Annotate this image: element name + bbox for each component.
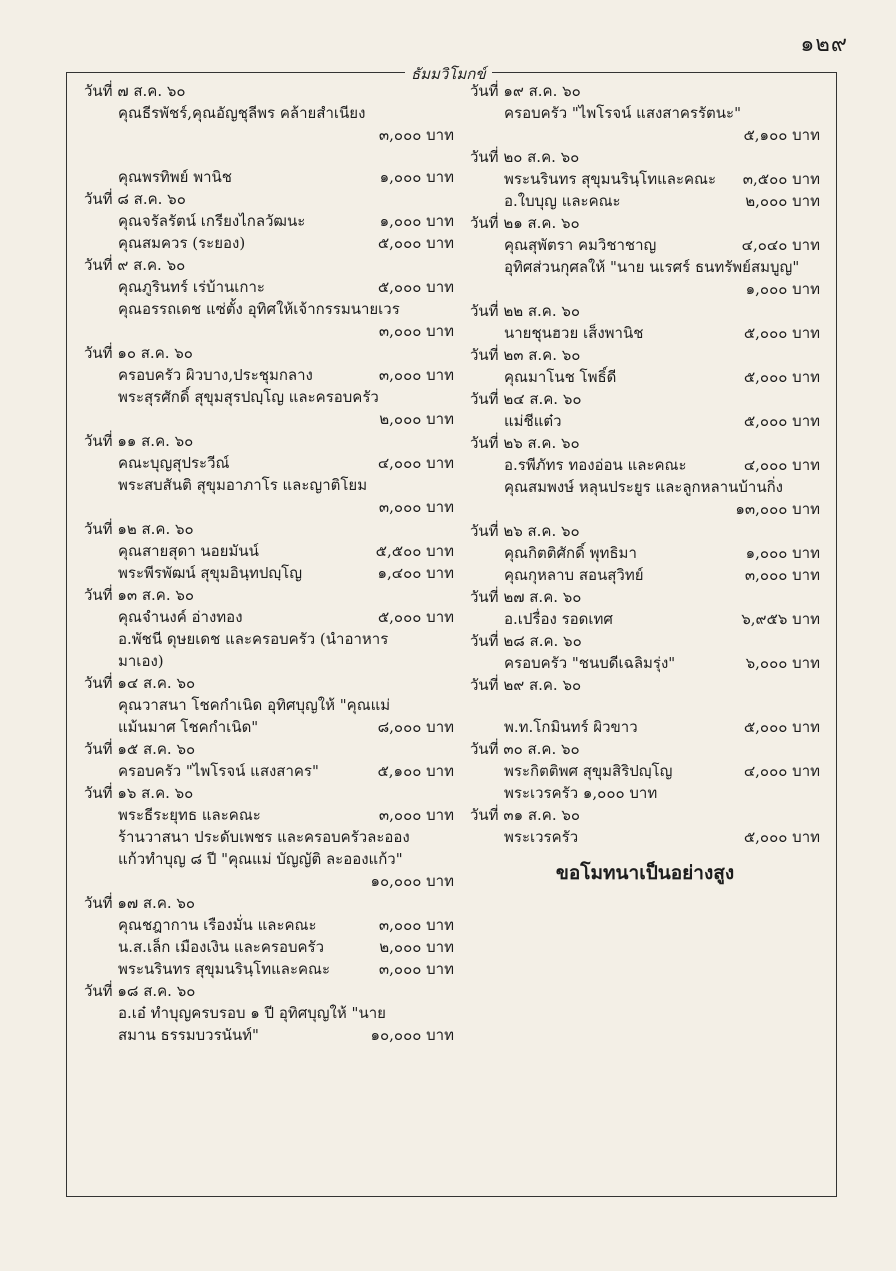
date-heading bbox=[470, 432, 820, 454]
donor-name: คุณสมพงษ์ หลุนประยูร และลูกหลานบ้านกิ่ง bbox=[504, 478, 783, 496]
donation-entry bbox=[470, 410, 820, 432]
date-heading bbox=[470, 738, 820, 760]
date-heading bbox=[84, 672, 454, 694]
donation-entry bbox=[84, 870, 454, 892]
donation-amount: ๓,๐๐๐ บาท bbox=[378, 126, 454, 144]
donor-name: พระสุรศักดิ์ สุขุมสุรปญฺโญ และครอบครัว bbox=[118, 388, 379, 406]
donation-amount: ๓,๐๐๐ บาท bbox=[744, 566, 820, 584]
date-text: วันที่ ๒๐ ส.ค. ๖๐ bbox=[470, 148, 580, 166]
donor-name: อ.เอ๋ ทำบุญครบรอบ ๑ ปี อุทิศบุญให้ "นาย bbox=[118, 1004, 386, 1022]
donor-name: พระกิตติพศ สุขุมสิริปญฺโญ bbox=[504, 762, 673, 780]
date-heading bbox=[470, 388, 820, 410]
donation-entry bbox=[84, 936, 454, 958]
date-heading bbox=[84, 738, 454, 760]
donor-name: นายชุนฮวย เส็งพานิช bbox=[504, 324, 644, 342]
donor-name: คุณอรรถเดช แซ่ตั้ง อุทิศให้เจ้ากรรมนายเวร bbox=[118, 300, 400, 318]
donation-amount: ๑๐,๐๐๐ บาท bbox=[370, 872, 454, 890]
donation-entry bbox=[84, 628, 454, 650]
donor-name: มาเอง) bbox=[118, 652, 164, 670]
donation-amount: ๕,๐๐๐ บาท bbox=[743, 828, 820, 846]
date-text: วันที่ ๓๑ ส.ค. ๖๐ bbox=[470, 806, 581, 824]
date-text: วันที่ ๒๒ ส.ค. ๖๐ bbox=[470, 302, 581, 320]
date-text: วันที่ ๑๐ ส.ค. ๖๐ bbox=[84, 344, 193, 362]
donation-entry bbox=[470, 256, 820, 278]
donation-amount: ๕,๕๐๐ บาท bbox=[375, 542, 454, 560]
donor-name: อ.เปรื่อง รอดเทศ bbox=[504, 610, 613, 628]
donation-entry bbox=[470, 542, 820, 564]
donation-entry bbox=[84, 760, 454, 782]
donation-amount: ๔,๐๔๐ บาท bbox=[741, 236, 820, 254]
donation-amount: ๓,๐๐๐ บาท bbox=[378, 322, 454, 340]
donor-name: คุณจำนงค์ อ่างทอง bbox=[118, 608, 243, 626]
date-text: วันที่ ๙ ส.ค. ๖๐ bbox=[84, 256, 186, 274]
date-text: วันที่ ๒๗ ส.ค. ๖๐ bbox=[470, 588, 582, 606]
donor-name: คุณภูรินทร์ เร่บ้านเกาะ bbox=[118, 278, 265, 296]
donation-amount: ๕,๐๐๐ บาท bbox=[743, 718, 820, 736]
donor-name: แก้วทำบุญ ๘ ปี "คุณแม่ บัญญัติ ละอองแก้ว" bbox=[118, 850, 403, 868]
donation-entry bbox=[84, 298, 454, 320]
date-heading bbox=[470, 630, 820, 652]
date-heading bbox=[470, 344, 820, 366]
donor-name: พระสบสันติ สุขุมอาภาโร และญาติโยม bbox=[118, 476, 368, 494]
donation-amount: ๑๓,๐๐๐ บาท bbox=[735, 500, 820, 518]
date-text: วันที่ ๑๙ ส.ค. ๖๐ bbox=[470, 82, 581, 100]
donation-entry bbox=[470, 190, 820, 212]
donor-name: พระเวรครัว ๑,๐๐๐ บาท bbox=[504, 784, 658, 802]
donation-entry bbox=[84, 650, 454, 672]
date-text: วันที่ ๒๓ ส.ค. ๖๐ bbox=[470, 346, 581, 364]
donation-entry bbox=[470, 124, 820, 146]
donation-amount: ๑,๔๐๐ บาท bbox=[377, 564, 454, 582]
closing-thanks: ขอโมทนาเป็นอย่างสูง bbox=[555, 862, 735, 884]
donation-amount: ๑,๐๐๐ บาท bbox=[379, 212, 454, 230]
donation-entry bbox=[470, 476, 820, 498]
donation-amount: ๔,๐๐๐ บาท bbox=[743, 456, 820, 474]
donation-amount: ๑,๐๐๐ บาท bbox=[379, 168, 454, 186]
date-text: วันที่ ๒๔ ส.ค. ๖๐ bbox=[470, 390, 582, 408]
donation-entry bbox=[470, 234, 820, 256]
donation-amount: ๔,๐๐๐ บาท bbox=[743, 762, 820, 780]
donation-amount: ๓,๐๐๐ บาท bbox=[378, 916, 454, 934]
date-heading bbox=[470, 300, 820, 322]
date-text: วันที่ ๒๖ ส.ค. ๖๐ bbox=[470, 522, 580, 540]
donation-entry bbox=[84, 826, 454, 848]
donation-entry bbox=[470, 454, 820, 476]
donor-name: อ.รพีภัทร ทองอ่อน และคณะ bbox=[504, 456, 687, 474]
date-text: วันที่ ๑๘ ส.ค. ๖๐ bbox=[84, 982, 196, 1000]
donation-amount: ๑,๐๐๐ บาท bbox=[745, 544, 820, 562]
date-text: วันที่ ๘ ส.ค. ๖๐ bbox=[84, 190, 186, 208]
date-text: วันที่ ๑๖ ส.ค. ๖๐ bbox=[84, 784, 194, 802]
donation-entry bbox=[470, 652, 820, 674]
date-text: วันที่ ๗ ส.ค. ๖๐ bbox=[84, 82, 186, 100]
donor-name: แม้นมาศ โชคกำเนิด" bbox=[118, 718, 259, 736]
donor-name: คุณสมควร (ระยอง) bbox=[118, 234, 246, 252]
date-text: วันที่ ๑๑ ส.ค. ๖๐ bbox=[84, 432, 194, 450]
date-text: วันที่ ๓๐ ส.ค. ๖๐ bbox=[470, 740, 580, 758]
journal-title: ธัมมวิโมกข์ bbox=[405, 62, 492, 86]
donation-entry bbox=[84, 606, 454, 628]
donation-entry bbox=[470, 760, 820, 782]
donor-name: คณะบุญสุประวีณ์ bbox=[118, 454, 230, 472]
donation-entry bbox=[84, 408, 454, 430]
donation-entry bbox=[84, 364, 454, 386]
donation-entry bbox=[470, 826, 820, 848]
donor-name: อ.พัชนี ดุษยเดช และครอบครัว (นำอาหาร bbox=[118, 630, 389, 648]
right-column-lines bbox=[470, 80, 820, 848]
date-heading bbox=[84, 584, 454, 606]
donation-amount: ๒,๐๐๐ บาท bbox=[745, 192, 820, 210]
date-text: วันที่ ๒๑ ส.ค. ๖๐ bbox=[470, 214, 580, 232]
donation-amount: ๕,๐๐๐ บาท bbox=[377, 608, 454, 626]
date-text: วันที่ ๑๒ ส.ค. ๖๐ bbox=[84, 520, 194, 538]
donation-entry bbox=[84, 474, 454, 496]
donor-name: น.ส.เล็ก เมืองเงิน และครอบครัว bbox=[118, 938, 324, 956]
date-heading bbox=[470, 212, 820, 234]
donation-amount: ๒,๐๐๐ บาท bbox=[379, 938, 454, 956]
donor-name: ครอบครัว "ชนบดีเฉลิมรุ่ง" bbox=[504, 654, 676, 672]
donor-name: คุณพรทิพย์ พานิช bbox=[118, 168, 232, 186]
date-heading bbox=[470, 146, 820, 168]
donation-entry bbox=[470, 716, 820, 738]
right-column bbox=[470, 80, 820, 890]
donor-name: ครอบครัว "ไพโรจน์ แสงสาครรัตนะ" bbox=[504, 104, 741, 122]
date-text: วันที่ ๒๘ ส.ค. ๖๐ bbox=[470, 632, 582, 650]
donation-entry bbox=[84, 562, 454, 584]
donation-amount: ๓,๐๐๐ บาท bbox=[378, 366, 454, 384]
donation-entry bbox=[84, 958, 454, 980]
date-text: วันที่ ๑๕ ส.ค. ๖๐ bbox=[84, 740, 196, 758]
donation-entry bbox=[470, 322, 820, 344]
donation-entry bbox=[84, 102, 454, 124]
donor-name: คุณสายสุดา นอยมันน์ bbox=[118, 542, 259, 560]
donor-name: แม่ชีแต๋ว bbox=[504, 412, 562, 430]
donation-entry bbox=[84, 694, 454, 716]
donation-entry bbox=[470, 278, 820, 300]
donation-amount: ๕,๐๐๐ บาท bbox=[377, 278, 454, 296]
date-heading bbox=[470, 804, 820, 826]
spacer bbox=[470, 696, 820, 716]
donation-entry bbox=[84, 166, 454, 188]
donation-amount: ๕,๑๐๐ บาท bbox=[743, 126, 820, 144]
donation-entry bbox=[470, 608, 820, 630]
donation-amount: ๓,๐๐๐ บาท bbox=[378, 806, 454, 824]
donation-entry bbox=[84, 1024, 454, 1046]
date-heading bbox=[470, 586, 820, 608]
date-heading bbox=[84, 892, 454, 914]
date-heading bbox=[470, 80, 820, 102]
donor-name: ครอบครัว ผิวบาง,ประชุมกลาง bbox=[118, 366, 313, 384]
date-heading bbox=[84, 80, 454, 102]
donor-name: อ.ใบบุญ และคณะ bbox=[504, 192, 621, 210]
donation-entry bbox=[84, 232, 454, 254]
donation-entry bbox=[84, 386, 454, 408]
date-heading bbox=[84, 342, 454, 364]
donation-entry bbox=[84, 914, 454, 936]
donation-entry bbox=[84, 210, 454, 232]
donation-entry bbox=[84, 716, 454, 738]
donation-entry bbox=[84, 452, 454, 474]
donation-amount: ๖,๐๐๐ บาท bbox=[745, 654, 820, 672]
donation-entry bbox=[84, 124, 454, 146]
donation-amount: ๔,๐๐๐ บาท bbox=[377, 454, 454, 472]
donation-entry bbox=[84, 496, 454, 518]
donation-amount: ๓,๐๐๐ บาท bbox=[378, 498, 454, 516]
donation-amount: ๕,๐๐๐ บาท bbox=[743, 324, 820, 342]
date-heading bbox=[84, 980, 454, 1002]
donation-entry bbox=[84, 540, 454, 562]
date-text: วันที่ ๒๖ ส.ค. ๖๐ bbox=[470, 434, 580, 452]
date-heading bbox=[84, 254, 454, 276]
donor-name: พระนรินทร สุขุมนรินฺโทและคณะ bbox=[118, 960, 331, 978]
donor-name: คุณจรัลรัตน์ เกรียงไกลวัฒนะ bbox=[118, 212, 306, 230]
donation-entry bbox=[470, 366, 820, 388]
donor-name: พ.ท.โกมินทร์ ผิวขาว bbox=[504, 718, 638, 736]
donor-name: พระนรินทร สุขุมนรินฺโทและคณะ bbox=[504, 170, 717, 188]
date-text: วันที่ ๑๓ ส.ค. ๖๐ bbox=[84, 586, 195, 604]
date-heading bbox=[84, 782, 454, 804]
donation-amount: ๓,๕๐๐ บาท bbox=[742, 170, 820, 188]
donor-name: คุณชฎากาน เรืองมั่น และคณะ bbox=[118, 916, 317, 934]
donor-name: พระพีรพัฒน์ สุขุมอินฺทปญฺโญ bbox=[118, 564, 302, 582]
donor-name: สมาน ธรรมบวรนันท์" bbox=[118, 1026, 259, 1044]
donation-entry bbox=[84, 804, 454, 826]
donation-entry bbox=[470, 168, 820, 190]
left-column bbox=[84, 80, 454, 1046]
donation-amount: ๖,๙๕๖ บาท bbox=[741, 610, 820, 628]
donor-name: คุณกุหลาบ สอนสุวิทย์ bbox=[504, 566, 644, 584]
date-text: วันที่ ๑๗ ส.ค. ๖๐ bbox=[84, 894, 196, 912]
spacer bbox=[84, 146, 454, 166]
donation-amount: ๓,๐๐๐ บาท bbox=[378, 960, 454, 978]
date-heading bbox=[84, 188, 454, 210]
donation-amount: ๕,๐๐๐ บาท bbox=[743, 368, 820, 386]
donation-amount: ๒,๐๐๐ บาท bbox=[379, 410, 454, 428]
date-heading bbox=[84, 518, 454, 540]
donation-entry bbox=[470, 102, 820, 124]
date-heading bbox=[470, 520, 820, 542]
donor-name: ร้านวาสนา ประดับเพชร และครอบครัวละออง bbox=[118, 828, 410, 846]
donation-amount: ๕,๐๐๐ บาท bbox=[743, 412, 820, 430]
date-heading bbox=[470, 674, 820, 696]
donor-name: คุณสุพัตรา คมวิชาชาญ bbox=[504, 236, 657, 254]
donation-entry bbox=[84, 320, 454, 342]
donation-amount: ๕,๐๐๐ บาท bbox=[377, 234, 454, 252]
donation-amount: ๘,๐๐๐ บาท bbox=[377, 718, 454, 736]
donation-amount: ๑,๐๐๐ บาท bbox=[745, 280, 820, 298]
date-heading bbox=[84, 430, 454, 452]
donation-entry bbox=[84, 1002, 454, 1024]
donor-name: คุณวาสนา โชคกำเนิด อุทิศบุญให้ "คุณแม่ bbox=[118, 696, 391, 714]
donation-entry bbox=[470, 564, 820, 586]
donation-amount: ๕,๑๐๐ บาท bbox=[377, 762, 454, 780]
donor-name: พระเวรครัว bbox=[504, 828, 579, 846]
donation-entry bbox=[84, 276, 454, 298]
date-text: วันที่ ๑๔ ส.ค. ๖๐ bbox=[84, 674, 196, 692]
donor-name: พระธีระยุทธ และคณะ bbox=[118, 806, 261, 824]
donor-name: คุณธีรพัชร์,คุณอัญชุลีพร คล้ายสำเนียง bbox=[118, 104, 366, 122]
page-number: ๑๒๙ bbox=[800, 32, 848, 57]
donation-amount: ๑๐,๐๐๐ บาท bbox=[370, 1026, 454, 1044]
donor-name: ครอบครัว "ไพโรจน์ แสงสาคร" bbox=[118, 762, 319, 780]
date-text: วันที่ ๒๙ ส.ค. ๖๐ bbox=[470, 676, 582, 694]
donation-entry bbox=[84, 848, 454, 870]
donor-name: คุณมาโนช โพธิ์ดี bbox=[504, 368, 617, 386]
donor-name: คุณกิตติศักดิ์ พุทธิมา bbox=[504, 544, 637, 562]
donation-entry bbox=[470, 498, 820, 520]
donor-name: อุทิศส่วนกุศลให้ "นาย นเรศร์ ธนทรัพย์สมบูญ" bbox=[504, 258, 800, 276]
donation-entry bbox=[470, 782, 820, 804]
